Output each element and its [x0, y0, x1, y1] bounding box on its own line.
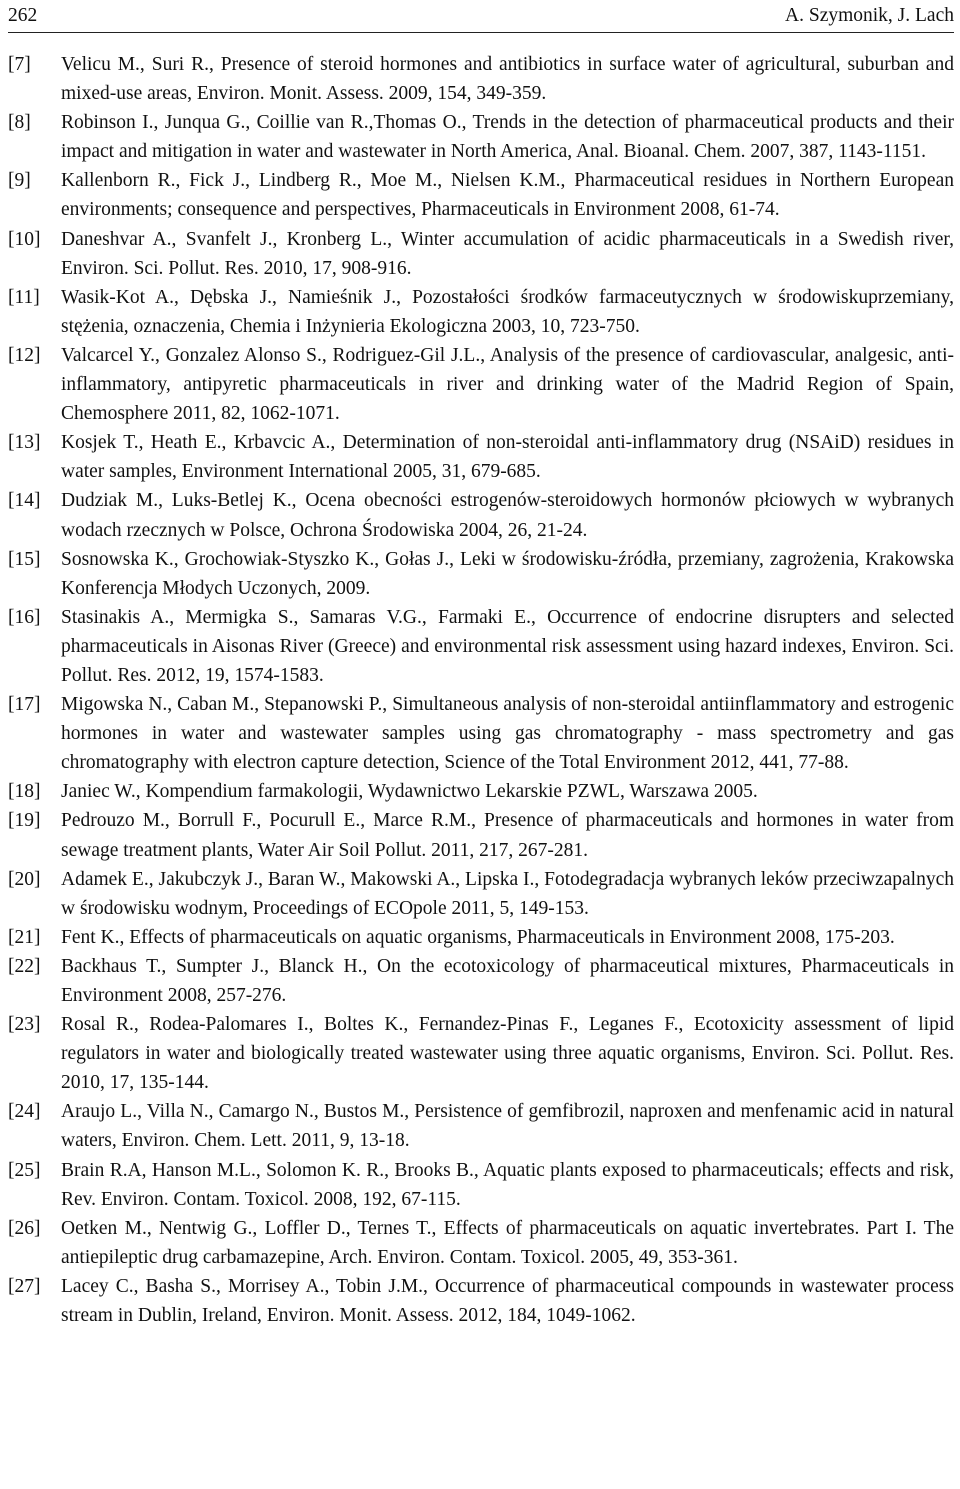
reference-text: Backhaus T., Sumpter J., Blanck H., On the ecotoxicology of pharmaceutical mixtures, Pharmaceuticals in Environment 2008, 257-276.	[61, 955, 954, 1006]
reference-number: [27]	[8, 1275, 41, 1297]
reference-text: Pedrouzo M., Borrull F., Pocurull E., Marce R.M., Presence of pharmaceuticals and hormones in water from sewage treatment plants, Water Air Soil Pollut. 2011, 217, 267-281.	[61, 810, 954, 861]
reference-number: [12]	[8, 344, 41, 366]
reference-number: [19]	[8, 810, 41, 832]
reference-text: Adamek E., Jakubczyk J., Baran W., Makowski A., Lipska I., Fotodegradacja wybranych leków przeciwzapalnych w środowisku wodnym, Proceedings of ECOpole 2011, 5, 149-153.	[61, 868, 954, 919]
reference-text: Oetken M., Nentwig G., Loffler D., Ternes T., Effects of pharmaceuticals on aquatic invertebrates. Part I. The antiepileptic drug carbamazepine, Arch. Environ. Contam. Toxicol. 2005, 49, 353-361.	[61, 1217, 954, 1268]
reference-number: [17]	[8, 694, 41, 716]
reference-text: Wasik-Kot A., Dębska J., Namieśnik J., Pozostałości środków farmaceutycznych w środowiskuprzemiany, stężenia, oznaczenia, Chemia i Inżynieria Ekologiczna 2003, 10, 723-750.	[61, 286, 954, 337]
reference-entry	[8, 1214, 954, 1272]
reference-entry	[8, 341, 954, 428]
reference-entry	[8, 1010, 954, 1097]
reference-entry	[8, 777, 954, 806]
reference-text: Araujo L., Villa N., Camargo N., Bustos M., Persistence of gemfibrozil, naproxen and menfenamic acid in natural waters, Environ. Chem. Lett. 2011, 9, 13-18.	[61, 1101, 954, 1152]
reference-text: Robinson I., Junqua G., Coillie van R.,Thomas O., Trends in the detection of pharmaceutical products and their impact and mitigation in water and wastewater in North America, Anal. Bioanal. Chem. 2007, 387, 1143-1151.	[61, 112, 954, 163]
reference-number: [20]	[8, 868, 41, 890]
reference-list	[8, 50, 954, 1330]
page-number: 262	[8, 5, 38, 26]
reference-entry	[8, 545, 954, 603]
reference-number: [22]	[8, 955, 41, 977]
reference-number: [7]	[8, 54, 31, 75]
reference-text: Janiec W., Kompendium farmakologii, Wydawnictwo Lekarskie PZWL, Warszawa 2005.	[61, 781, 758, 803]
reference-number: [25]	[8, 1159, 41, 1181]
reference-number: [9]	[8, 170, 31, 192]
reference-text: Rosal R., Rodea-Palomares I., Boltes K., Fernandez-Pinas F., Leganes F., Ecotoxicity assessment of lipid regulators in water and biologically treated wastewater using three aquatic organisms, Environ. Sci. Pollut. Res. 2010, 17, 135-144.	[61, 1014, 954, 1094]
reference-number: [13]	[8, 432, 41, 454]
reference-number: [15]	[8, 548, 41, 570]
reference-number: [8]	[8, 112, 31, 134]
reference-text: Kosjek T., Heath E., Krbavcic A., Determination of non-steroidal anti-inflammatory drug (NSAiD) residues in water samples, Environment International 2005, 31, 679-685.	[61, 432, 954, 483]
reference-text: Velicu M., Suri R., Presence of steroid hormones and antibiotics in surface water of agricultural, suburban and mixed-use areas, Environ. Monit. Assess. 2009, 154, 349-359.	[61, 54, 954, 105]
running-header	[8, 0, 954, 33]
reference-entry	[8, 50, 954, 108]
reference-text: Sosnowska K., Grochowiak-Styszko K., Gołas J., Leki w środowisku-źródła, przemiany, zagrożenia, Krakowska Konferencja Młodych Uczonych, 2009.	[61, 548, 954, 599]
reference-entry	[8, 923, 954, 952]
reference-number: [24]	[8, 1101, 41, 1123]
reference-entry	[8, 108, 954, 166]
running-authors: A. Szymonik, J. Lach	[785, 5, 954, 26]
reference-number: [11]	[8, 286, 40, 308]
reference-number: [18]	[8, 781, 41, 803]
reference-text: Fent K., Effects of pharmaceuticals on aquatic organisms, Pharmaceuticals in Environment 2008, 175-203.	[61, 926, 895, 948]
reference-text: Migowska N., Caban M., Stepanowski P., Simultaneous analysis of non-steroidal antiinflammatory and estrogenic hormones in water and wastewater samples using gas chromatography - mass spectrometry and gas chromatography with electron capture detection, Science of the Total Environment 2012, 441, 77-88.	[61, 694, 954, 774]
reference-number: [26]	[8, 1217, 41, 1239]
reference-text: Stasinakis A., Mermigka S., Samaras V.G., Farmaki E., Occurrence of endocrine disrupters and selected pharmaceuticals in Aisonas River (Greece) and environmental risk assessment using hazard indexes, Environ. Sci. Pollut. Res. 2012, 19, 1574-1583.	[61, 606, 954, 686]
reference-entry	[8, 690, 954, 777]
reference-entry	[8, 166, 954, 224]
reference-entry	[8, 428, 954, 486]
reference-entry	[8, 865, 954, 923]
reference-text: Valcarcel Y., Gonzalez Alonso S., Rodriguez-Gil J.L., Analysis of the presence of cardiovascular, analgesic, anti-inflammatory, antipyretic pharmaceuticals in river and drinking water of the Madrid Region of Spain, Chemosphere 2011, 82, 1062-1071.	[61, 344, 954, 425]
reference-text: Lacey C., Basha S., Morrisey A., Tobin J.M., Occurrence of pharmaceutical compounds in wastewater process stream in Dublin, Ireland, Environ. Monit. Assess. 2012, 184, 1049-1062.	[61, 1275, 954, 1327]
reference-entry	[8, 952, 954, 1010]
reference-entry	[8, 1272, 954, 1330]
reference-entry	[8, 486, 954, 544]
reference-number: [23]	[8, 1014, 41, 1036]
reference-entry	[8, 1097, 954, 1155]
reference-number: [16]	[8, 606, 41, 628]
reference-text: Dudziak M., Luks-Betlej K., Ocena obecności estrogenów-steroidowych hormonów płciowych w wybranych wodach rzecznych w Polsce, Ochrona Środowiska 2004, 26, 21-24.	[61, 490, 954, 541]
reference-text: Kallenborn R., Fick J., Lindberg R., Moe M., Nielsen K.M., Pharmaceutical residues in Northern European environments; consequence and perspectives, Pharmaceuticals in Environment 2008, 61-74.	[61, 170, 954, 221]
reference-entry	[8, 1156, 954, 1214]
reference-entry	[8, 603, 954, 690]
reference-entry	[8, 283, 954, 341]
reference-number: [21]	[8, 926, 41, 948]
reference-number: [14]	[8, 490, 41, 512]
reference-text: Daneshvar A., Svanfelt J., Kronberg L., Winter accumulation of acidic pharmaceuticals in a Swedish river, Environ. Sci. Pollut. Res. 2010, 17, 908-916.	[61, 228, 954, 279]
reference-text: Brain R.A, Hanson M.L., Solomon K. R., Brooks B., Aquatic plants exposed to pharmaceuticals; effects and risk, Rev. Environ. Contam. Toxicol. 2008, 192, 67-115.	[61, 1159, 954, 1210]
reference-number: [10]	[8, 228, 41, 250]
reference-entry	[8, 225, 954, 283]
reference-entry	[8, 806, 954, 864]
